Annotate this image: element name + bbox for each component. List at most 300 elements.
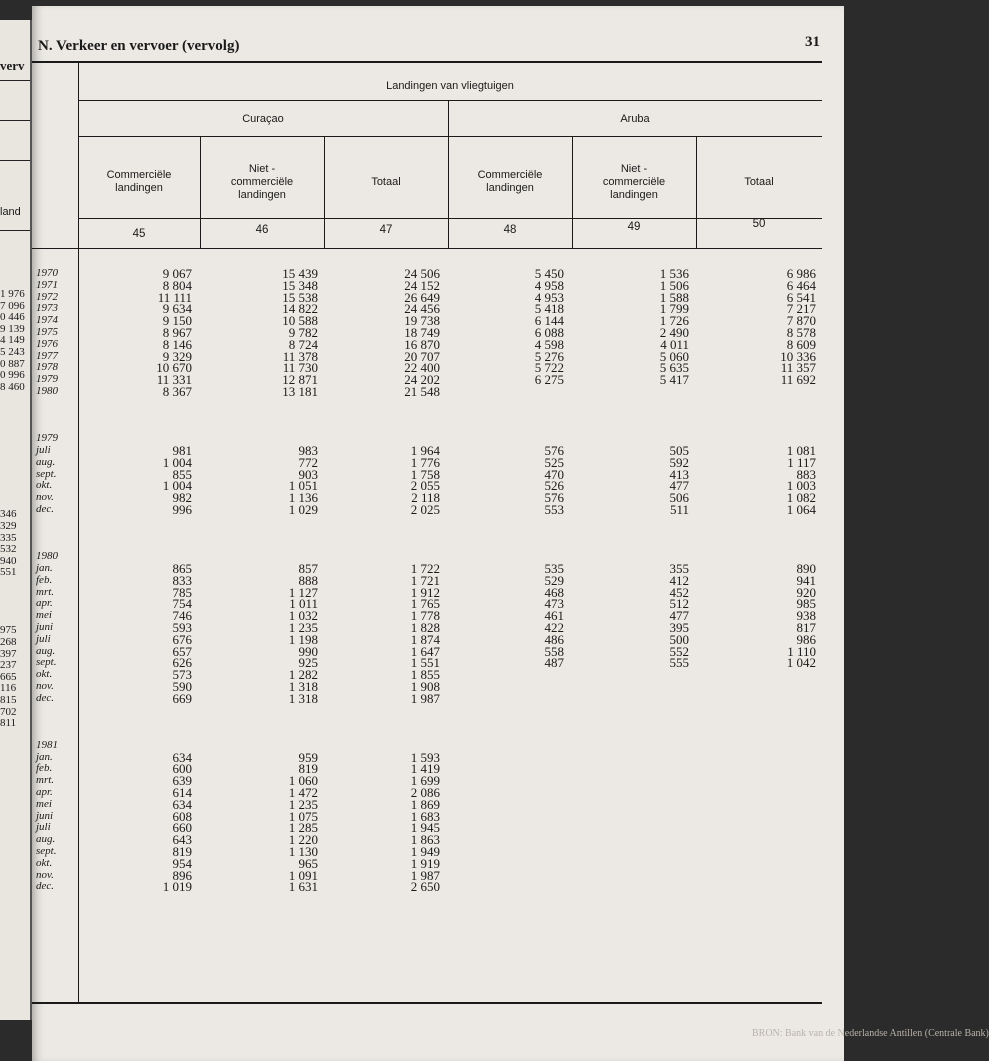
- table-cell: 8 578: [786, 324, 816, 340]
- table-cell: 2 055: [410, 478, 440, 494]
- table-cell: [82, 704, 192, 716]
- row-label: [36, 704, 86, 716]
- row-label: okt.: [36, 856, 53, 869]
- row-label: aug.: [36, 455, 56, 468]
- previous-page-number: 9 139: [0, 322, 25, 335]
- top-rule: [32, 61, 822, 63]
- table-cell: [577, 386, 689, 398]
- table-cell: 9 634: [162, 301, 192, 317]
- table-cell: 983: [298, 442, 318, 458]
- table-cell: 1 110: [787, 643, 816, 659]
- table-cell: 473: [544, 596, 564, 612]
- row-label: 1979: [36, 432, 58, 445]
- table-cell: [698, 410, 816, 422]
- table-cell: [202, 410, 318, 422]
- table-cell: 6 986: [786, 266, 816, 281]
- table-cell: 626: [172, 655, 192, 671]
- table-cell: 8 967: [162, 324, 192, 340]
- column-number-50: 50: [752, 218, 766, 230]
- table-cell: 819: [172, 844, 192, 860]
- table-cell: [332, 398, 440, 410]
- table-cell: 8 609: [786, 336, 816, 352]
- table-cell: 8 367: [162, 383, 192, 399]
- row-label: 1974: [36, 314, 58, 327]
- table-cell: 959: [298, 749, 318, 765]
- table-cell: 590: [172, 678, 192, 694]
- table-cell: 573: [172, 667, 192, 683]
- row-label: sept.: [36, 656, 57, 669]
- table-cell: [202, 728, 318, 740]
- table-cell: 526: [544, 478, 564, 494]
- table-cell: [202, 893, 318, 905]
- table-cell: 5 418: [534, 301, 564, 317]
- row-label: juni: [36, 620, 54, 633]
- table-cell: 6 464: [786, 277, 816, 293]
- table-cell: 15 538: [282, 289, 318, 305]
- previous-page-number: 665: [0, 670, 17, 683]
- source-footer: BRON: Bank van de Nederlandse Antillen (Centrale Bank): [752, 1028, 989, 1039]
- table-cell: 1 318: [288, 678, 318, 694]
- table-cell: 553: [544, 501, 564, 517]
- table-cell: 576: [544, 490, 564, 506]
- row-label: apr.: [36, 597, 53, 610]
- table-cell: 4 598: [534, 336, 564, 352]
- row-label: 1980: [36, 384, 58, 397]
- row-label: mei: [36, 797, 52, 810]
- table-cell: 1 042: [786, 655, 816, 671]
- table-cell: 8 146: [162, 336, 192, 352]
- row-label: juni: [36, 809, 54, 822]
- table-cell: 576: [544, 442, 564, 458]
- row-label: 1973: [36, 302, 58, 315]
- table-cell: 13 181: [282, 383, 318, 399]
- column-46-values: [202, 268, 318, 905]
- table-cell: [82, 516, 192, 528]
- table-cell: 1 863: [410, 832, 440, 848]
- row-label: 1972: [36, 290, 58, 303]
- table-cell: 1 949: [410, 844, 440, 860]
- previous-page-number: 397: [0, 647, 17, 660]
- table-cell: 1 855: [410, 667, 440, 683]
- table-cell: 18 749: [404, 324, 440, 340]
- table-cell: 1 472: [288, 785, 318, 801]
- previous-page-number: 975: [0, 624, 17, 637]
- table-cell: 5 417: [659, 372, 689, 388]
- table-cell: 1 235: [288, 796, 318, 812]
- table-cell: [332, 728, 440, 740]
- table-cell: 8 724: [288, 336, 318, 352]
- table-cell: 21 548: [404, 383, 440, 399]
- table-cell: 412: [669, 572, 689, 588]
- table-cell: [82, 716, 192, 728]
- table-cell: 6 088: [534, 324, 564, 340]
- table-cell: 19 738: [404, 313, 440, 329]
- table-cell: 657: [172, 643, 192, 659]
- previous-page-number: 268: [0, 636, 17, 648]
- table-cell: [82, 528, 192, 540]
- previous-page-number: 8 460: [0, 380, 25, 393]
- table-cell: 614: [172, 785, 192, 801]
- table-cell: [332, 410, 440, 422]
- table-cell: 1 117: [787, 454, 816, 470]
- table-cell: 1 081: [786, 442, 816, 458]
- table-cell: 990: [298, 643, 318, 659]
- table-cell: [577, 528, 689, 540]
- row-label: 1970: [36, 267, 58, 279]
- row-labels: [36, 268, 86, 917]
- table-cell: [82, 893, 192, 905]
- table-cell: 1 987: [410, 867, 440, 883]
- table-cell: 996: [172, 501, 192, 517]
- table-cell: 1 082: [786, 490, 816, 506]
- row-label: 1981: [36, 738, 58, 751]
- table-cell: [698, 386, 816, 398]
- row-label: nov.: [36, 679, 54, 692]
- column-header-50: Totaal: [744, 176, 774, 188]
- row-label: nov.: [36, 868, 54, 881]
- table-cell: [452, 398, 564, 410]
- table-cell: 1 506: [659, 277, 689, 293]
- table-cell: 500: [669, 631, 689, 647]
- table-cell: 754: [172, 596, 192, 612]
- previous-page-title: verv: [0, 58, 25, 73]
- table-cell: 1 647: [410, 643, 440, 659]
- column-45-values: [82, 268, 192, 905]
- column-header-47: Totaal: [371, 176, 401, 188]
- previous-page-number: 4 149: [0, 334, 25, 347]
- table-cell: [452, 516, 564, 528]
- page-number: 31: [805, 34, 820, 50]
- table-cell: 11 378: [282, 348, 318, 364]
- table-cell: 1 536: [659, 266, 689, 281]
- table-cell: 1 631: [288, 879, 318, 895]
- table-cell: 14 822: [282, 301, 318, 317]
- row-label: mrt.: [36, 774, 55, 787]
- row-label: 1975: [36, 325, 58, 338]
- table-cell: [452, 528, 564, 540]
- table-cell: [202, 716, 318, 728]
- table-cell: 772: [298, 454, 318, 470]
- table-cell: 986: [796, 631, 816, 647]
- column-50-values: [698, 268, 816, 669]
- previous-page-rule: [0, 80, 30, 81]
- table-cell: 1 699: [410, 773, 440, 789]
- table-cell: 9 782: [288, 324, 318, 340]
- table-cell: 746: [172, 608, 192, 624]
- row-label: [36, 528, 86, 540]
- table-cell: 981: [172, 442, 192, 458]
- table-cell: 1 722: [410, 560, 440, 576]
- table-cell: 535: [544, 560, 564, 576]
- table-cell: 5 060: [659, 348, 689, 364]
- table-cell: 558: [544, 643, 564, 659]
- row-label: okt.: [36, 668, 53, 681]
- table-cell: [577, 516, 689, 528]
- table-cell: [577, 539, 689, 551]
- previous-page-number: 532: [0, 543, 17, 556]
- table-cell: 413: [669, 466, 689, 482]
- table-cell: 5 276: [534, 348, 564, 364]
- row-label: feb.: [36, 573, 53, 586]
- table-cell: 5 635: [659, 360, 689, 376]
- column-number-46: 46: [255, 224, 269, 236]
- table-cell: 1 908: [410, 678, 440, 694]
- table-cell: 1 318: [288, 690, 318, 706]
- table-cell: [698, 539, 816, 551]
- previous-page-number: 0 887: [0, 357, 25, 370]
- table-cell: 608: [172, 808, 192, 824]
- table-cell: 985: [796, 596, 816, 612]
- column-number-45: 45: [132, 228, 146, 240]
- table-cell: 15 439: [282, 266, 318, 281]
- table-cell: 477: [669, 608, 689, 624]
- table-cell: 660: [172, 820, 192, 836]
- table-cell: 1 032: [288, 608, 318, 624]
- table-cell: 7 217: [786, 301, 816, 317]
- table-cell: [452, 410, 564, 422]
- previous-page-word: land: [0, 206, 21, 218]
- table-cell: 5 722: [534, 360, 564, 376]
- table-cell: 506: [669, 490, 689, 506]
- row-label: 1971: [36, 278, 58, 291]
- table-cell: 4 953: [534, 289, 564, 305]
- table-cell: 1 064: [786, 501, 816, 517]
- table-cell: 643: [172, 832, 192, 848]
- table-cell: 1 912: [410, 584, 440, 600]
- table-cell: 2 086: [410, 785, 440, 801]
- table-cell: 22 400: [404, 360, 440, 376]
- table-cell: 1 019: [162, 879, 192, 895]
- table-cell: 9 150: [162, 313, 192, 329]
- table-cell: 954: [172, 855, 192, 871]
- region-header-rule: [78, 136, 822, 137]
- row-label: sept.: [36, 845, 57, 858]
- column-header-46: Niet - commerciële landingen: [230, 163, 294, 201]
- table-cell: [698, 516, 816, 528]
- table-cell: 4 958: [534, 277, 564, 293]
- table-cell: 1 004: [162, 454, 192, 470]
- table-cell: [82, 398, 192, 410]
- table-cell: 10 670: [156, 360, 192, 376]
- table-cell: 896: [172, 867, 192, 883]
- row-label: dec.: [36, 502, 55, 515]
- previous-page-number: 940: [0, 554, 17, 567]
- table-cell: 1 130: [288, 844, 318, 860]
- table-cell: 1 091: [288, 867, 318, 883]
- table-cell: 1 235: [288, 619, 318, 635]
- table-cell: 819: [298, 761, 318, 777]
- table-cell: 512: [669, 596, 689, 612]
- table-cell: [82, 728, 192, 740]
- previous-page-number: 811: [0, 717, 17, 730]
- table-cell: 1 945: [410, 820, 440, 836]
- table-cell: 1 551: [410, 655, 440, 671]
- table-cell: 600: [172, 761, 192, 777]
- table-cell: 1 588: [659, 289, 689, 305]
- table-cell: 16 870: [404, 336, 440, 352]
- table-cell: 592: [669, 454, 689, 470]
- previous-page-number: 815: [0, 694, 17, 706]
- table-cell: 1 075: [288, 808, 318, 824]
- row-label: [36, 410, 86, 422]
- table-cell: [698, 398, 816, 410]
- previous-page-number: 702: [0, 705, 17, 718]
- table-cell: 525: [544, 454, 564, 470]
- table-cell: 1 029: [288, 501, 318, 517]
- table-cell: 505: [669, 442, 689, 458]
- table-cell: 555: [669, 655, 689, 671]
- table-cell: 24 506: [404, 266, 440, 281]
- row-label: mrt.: [36, 585, 55, 598]
- table-cell: 1 758: [410, 466, 440, 482]
- table-cell: 1 726: [659, 313, 689, 329]
- table-cell: 461: [544, 608, 564, 624]
- table-cell: 833: [172, 572, 192, 588]
- table-cell: [332, 539, 440, 551]
- table-cell: 1 011: [289, 596, 318, 612]
- table-cell: 486: [544, 631, 564, 647]
- column-number-48: 48: [503, 224, 517, 236]
- table-cell: 6 541: [786, 289, 816, 305]
- table-cell: [202, 398, 318, 410]
- table-cell: 1 778: [410, 608, 440, 624]
- table-cell: 593: [172, 619, 192, 635]
- table-cell: 1 419: [410, 761, 440, 777]
- table-cell: 11 692: [780, 372, 816, 388]
- table-cell: 15 348: [282, 277, 318, 293]
- row-label: mei: [36, 609, 52, 622]
- group-header: Landingen van vliegtuigen: [386, 80, 514, 92]
- table-cell: 2 025: [410, 501, 440, 517]
- row-label: okt.: [36, 479, 53, 492]
- table-cell: 2 650: [410, 879, 440, 895]
- table-cell: 1 964: [410, 442, 440, 458]
- table-cell: 24 456: [404, 301, 440, 317]
- table-cell: 982: [172, 490, 192, 506]
- previous-page-number: 335: [0, 531, 17, 544]
- table-cell: 2 118: [411, 490, 440, 506]
- table-cell: 1 136: [288, 490, 318, 506]
- row-label: jan.: [36, 561, 53, 574]
- table-cell: 1 060: [288, 773, 318, 789]
- table-cell: 10 588: [282, 313, 318, 329]
- column-header-45: Commerciële landingen: [106, 169, 172, 194]
- table-cell: 468: [544, 584, 564, 600]
- table-cell: [202, 539, 318, 551]
- table-cell: 20 707: [404, 348, 440, 364]
- table-cell: 888: [298, 572, 318, 588]
- table-cell: 395: [669, 619, 689, 635]
- previous-page-number: 237: [0, 659, 17, 672]
- table-cell: 634: [172, 796, 192, 812]
- table-cell: 422: [544, 619, 564, 635]
- table-cell: [332, 516, 440, 528]
- previous-page-number: 116: [0, 682, 17, 695]
- table-cell: 1 799: [659, 301, 689, 317]
- column-divider: [696, 136, 697, 248]
- table-cell: 10 336: [780, 348, 816, 364]
- row-label: feb.: [36, 762, 53, 775]
- row-label: 1979: [36, 373, 58, 386]
- row-label: sept.: [36, 467, 57, 480]
- region-aruba: Aruba: [620, 113, 650, 125]
- table-cell: [577, 398, 689, 410]
- table-cell: [82, 410, 192, 422]
- table-cell: 676: [172, 631, 192, 647]
- row-label: [36, 905, 86, 917]
- table-cell: 865: [172, 560, 192, 576]
- table-cell: 11 730: [282, 360, 318, 376]
- table-cell: 6 275: [534, 372, 564, 388]
- table-cell: 452: [669, 584, 689, 600]
- table-cell: 1 282: [288, 667, 318, 683]
- table-cell: 11 331: [156, 372, 192, 388]
- table-cell: 1 127: [288, 584, 318, 600]
- table-cell: 669: [172, 690, 192, 706]
- table-cell: 890: [796, 560, 816, 576]
- previous-page-number: 551: [0, 566, 17, 579]
- table-cell: 1 051: [288, 478, 318, 494]
- table-cell: 1 776: [410, 454, 440, 470]
- table-cell: [202, 421, 318, 433]
- previous-page-rule: [0, 120, 30, 121]
- table-cell: 920: [796, 584, 816, 600]
- table-cell: 11 111: [157, 289, 192, 305]
- previous-page-number: 0 996: [0, 369, 25, 382]
- previous-page-number: 1 976: [0, 288, 25, 300]
- table-cell: 941: [796, 572, 816, 588]
- bottom-rule: [32, 1002, 822, 1004]
- table-cell: 1 987: [410, 690, 440, 706]
- row-label: juli: [36, 632, 51, 645]
- table-cell: [332, 421, 440, 433]
- table-cell: 1 765: [410, 596, 440, 612]
- table-cell: 8 804: [162, 277, 192, 293]
- table-cell: [202, 704, 318, 716]
- row-label: dec.: [36, 691, 55, 704]
- table-cell: 552: [669, 643, 689, 659]
- table-cell: [452, 386, 564, 398]
- table-cell: 1 593: [410, 749, 440, 765]
- table-cell: 855: [172, 466, 192, 482]
- table-cell: [577, 410, 689, 422]
- table-cell: 487: [544, 655, 564, 671]
- table-cell: 857: [298, 560, 318, 576]
- row-label: jan.: [36, 750, 53, 763]
- table-cell: [332, 528, 440, 540]
- table-cell: [452, 539, 564, 551]
- row-label: juli: [36, 821, 51, 834]
- table-cell: 24 152: [404, 277, 440, 293]
- table-cell: [82, 421, 192, 433]
- column-number-47: 47: [379, 224, 393, 236]
- column-48-values: [452, 268, 564, 669]
- table-cell: 1 683: [410, 808, 440, 824]
- previous-page-rule: [0, 160, 30, 161]
- region-curacao: Curaçao: [242, 113, 284, 125]
- table-cell: 355: [669, 560, 689, 576]
- previous-page-number: 7 096: [0, 299, 25, 312]
- table-cell: 1 220: [288, 832, 318, 848]
- table-cell: 470: [544, 466, 564, 482]
- group-header-rule: [78, 100, 822, 101]
- table-cell: 26 649: [404, 289, 440, 305]
- row-label: [36, 516, 86, 528]
- table-cell: 965: [298, 855, 318, 871]
- table-cell: [452, 421, 564, 433]
- table-cell: 11 357: [780, 360, 816, 376]
- previous-page-rule: [0, 230, 30, 231]
